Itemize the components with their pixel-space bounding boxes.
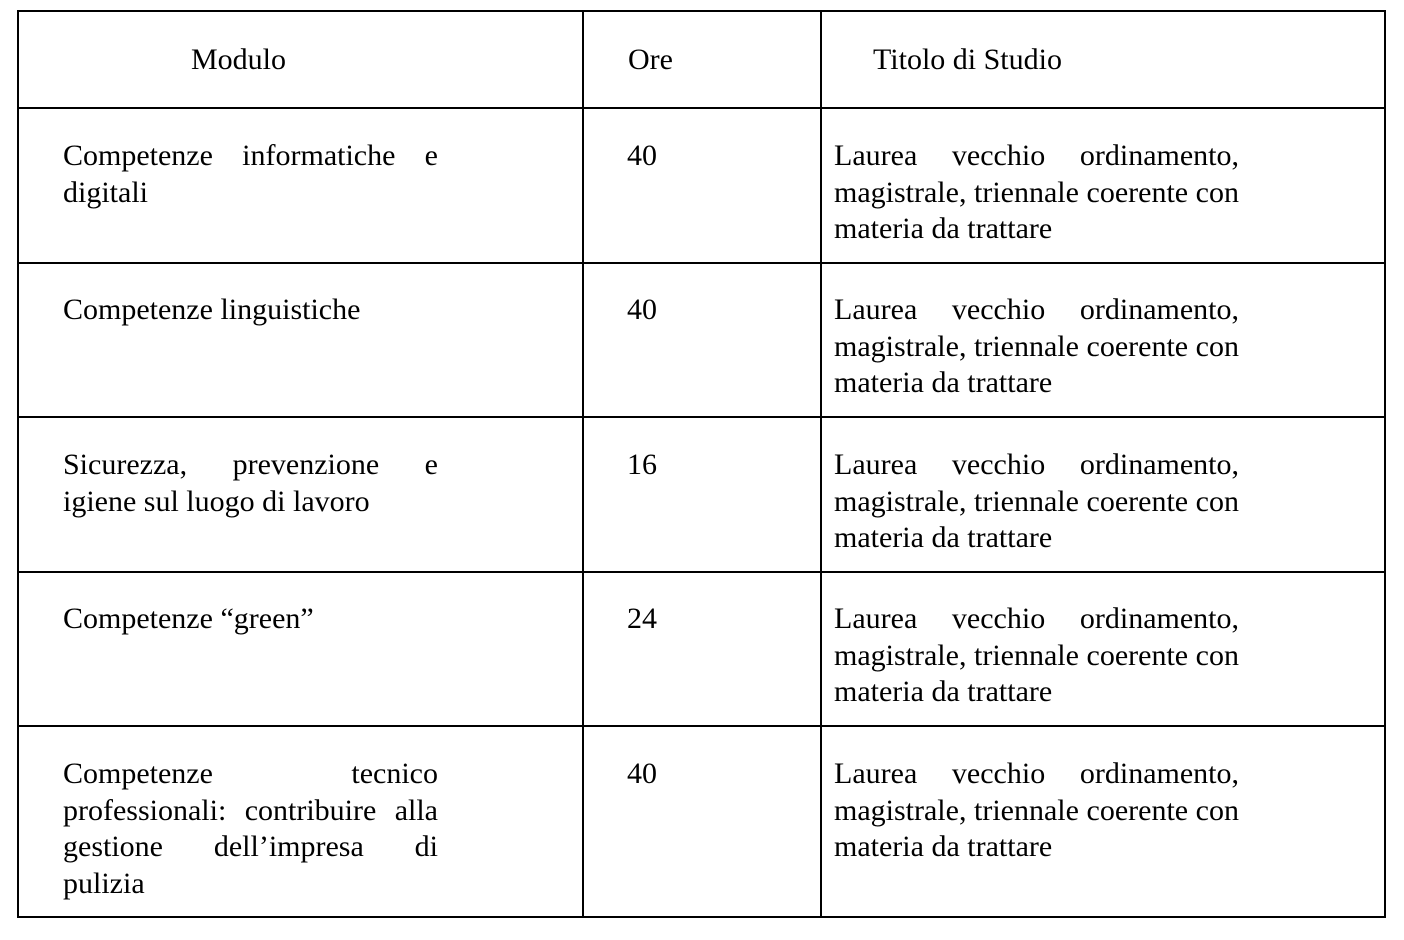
header-hours: Ore [628,43,673,76]
table-row-qualification: Laurea vecchio ordinamento, magistrale, triennale coerente con materia da trattare [834,448,1239,555]
table-row-hours: 40 [627,757,657,790]
table-row-module: Competenze “green” [63,602,314,635]
row-divider [19,416,1384,418]
row-divider [19,725,1384,727]
table-row-hours: 16 [627,448,657,481]
row-divider [19,571,1384,573]
table-row-hours: 24 [627,602,657,635]
row-divider [19,262,1384,264]
table-row-module: Competenze linguistiche [63,293,361,326]
table-row-qualification: Laurea vecchio ordinamento, magistrale, triennale coerente con materia da trattare [834,602,1239,709]
table-row-qualification: Laurea vecchio ordinamento, magistrale, triennale coerente con materia da trattare [834,757,1239,864]
row-divider [19,107,1384,109]
table-row-hours: 40 [627,293,657,326]
header-qualification: Titolo di Studio [873,43,1062,76]
header-module: Modulo [191,43,287,76]
column-divider [582,12,584,916]
table-row-module: Competenze informatiche e digitali [63,139,438,209]
table-row-hours: 40 [627,139,657,172]
column-divider [820,12,822,916]
table-row-qualification: Laurea vecchio ordinamento, magistrale, triennale coerente con materia da trattare [834,293,1239,400]
table-row-module: Sicurezza, prevenzione e igiene sul luogo di lavoro [63,448,438,518]
table-row-qualification: Laurea vecchio ordinamento, magistrale, triennale coerente con materia da trattare [834,139,1239,246]
table-row-module: Competenze tecnico professionali: contribuire alla gestione dell’impresa di pulizia [63,757,438,900]
